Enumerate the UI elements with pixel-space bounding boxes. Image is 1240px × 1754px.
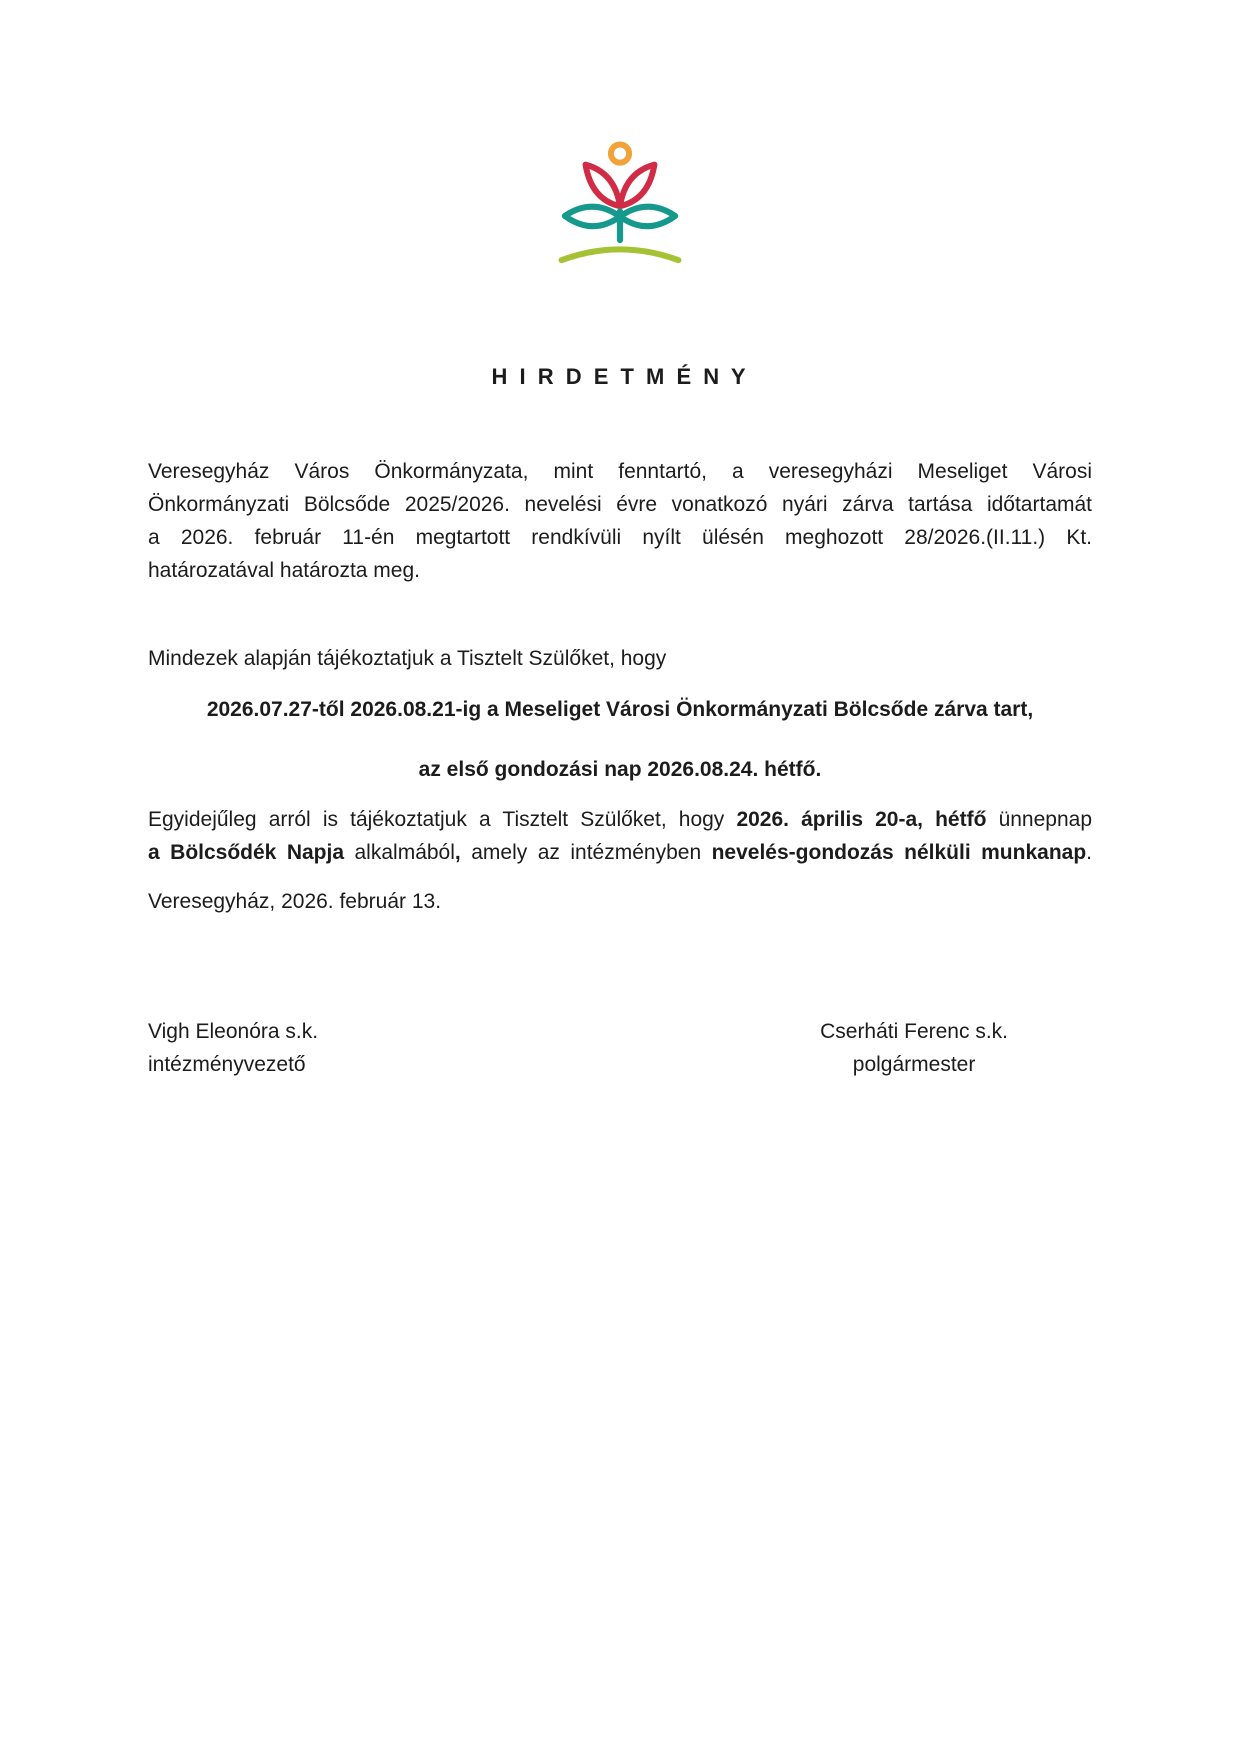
logo-container xyxy=(0,0,1240,271)
holiday-text-segment: ünnepnap xyxy=(986,808,1092,831)
paragraph-resolution xyxy=(148,455,1092,587)
holiday-text-segment: amely az intézményben xyxy=(460,841,712,864)
signature-block xyxy=(148,1015,1092,1081)
sun-icon xyxy=(611,144,629,162)
signature-right xyxy=(820,1015,1008,1081)
first-care-day-line: az első gondozási nap 2026.08.24. hétfő. xyxy=(418,758,822,781)
paragraph-resolution-line-1: Veresegyház Város Önkormányzata, mint fenntartó, a veresegyházi Meseliget Városi xyxy=(148,460,1092,483)
paragraph-holiday-line-1 xyxy=(148,803,1092,836)
petal-red-right-icon xyxy=(620,165,654,207)
paragraph-intro: Mindezek alapján tájékoztatjuk a Tisztelt Szülőket, hogy xyxy=(148,647,667,670)
signature-left xyxy=(148,1015,318,1081)
holiday-date-bold: 2026. április 20-a, hétfő xyxy=(736,808,987,831)
no-care-workday-bold: nevelés-gondozás nélküli munkanap xyxy=(711,841,1087,864)
paragraph-holiday xyxy=(148,803,1092,869)
bolcsodek-napja-bold: a Bölcsődék Napja xyxy=(148,841,345,864)
signature-left-name: Vigh Eleonóra s.k. xyxy=(148,1020,319,1043)
document-title: H I R D E T M É N Y xyxy=(491,364,749,389)
document-body xyxy=(0,363,1240,1081)
signature-right-name: Cserháti Ferenc s.k. xyxy=(820,1020,1008,1043)
paragraph-holiday-line-2 xyxy=(148,836,1092,869)
paragraph-resolution-line-2: Önkormányzati Bölcsőde 2025/2026. nevelési évre vonatkozó nyári zárva tartása időtartamát xyxy=(148,493,1092,516)
signature-left-role: intézményvezető xyxy=(148,1053,306,1076)
ground-arc-icon xyxy=(562,249,679,260)
paragraph-resolution-line-3: a 2026. február 11-én megtartott rendkívüli nyílt ülésén meghozott 28/2026.(II.11.) Kt. xyxy=(148,526,1092,549)
holiday-text-segment: Egyidejűleg arról is tájékoztatjuk a Tisztelt Szülőket, hogy xyxy=(148,808,737,831)
closure-period-line: 2026.07.27-től 2026.08.21-ig a Meseliget Városi Önkormányzati Bölcsőde zárva tart, xyxy=(206,698,1034,721)
flower-logo xyxy=(555,136,685,266)
paragraph-resolution-line-4: határozatával határozta meg. xyxy=(148,559,420,582)
holiday-text-segment: alkalmából xyxy=(344,841,455,864)
petal-red-left-icon xyxy=(586,165,620,207)
place-date-line: Veresegyház, 2026. február 13. xyxy=(148,890,442,913)
petal-teal-left-icon xyxy=(565,207,620,227)
holiday-comma-bold: , xyxy=(454,841,461,864)
petal-teal-right-icon xyxy=(620,207,675,227)
signature-right-role: polgármester xyxy=(852,1053,976,1076)
holiday-text-segment: . xyxy=(1086,841,1092,864)
